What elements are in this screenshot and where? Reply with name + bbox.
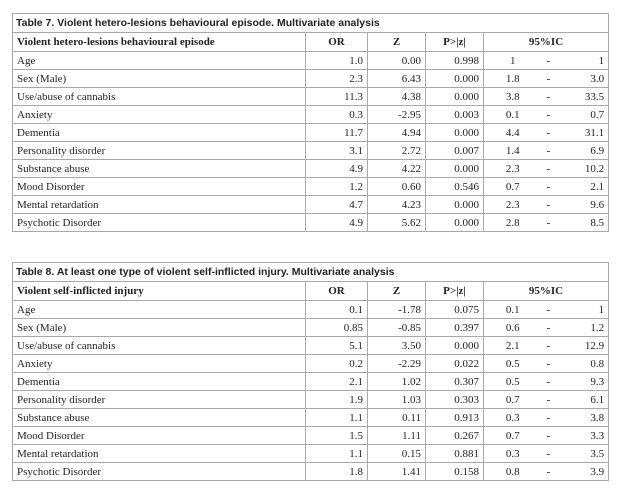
cell-or: 0.2: [306, 355, 368, 373]
cell-z: 0.11: [368, 409, 426, 427]
cell-or: 0.1: [306, 301, 368, 319]
cell-variable: Personality disorder: [13, 391, 306, 409]
cell-p: 0.000: [426, 124, 484, 142]
cell-z: 1.11: [368, 427, 426, 445]
cell-z: -1.78: [368, 301, 426, 319]
cell-ci-separator: -: [542, 355, 556, 373]
cell-ci-low: 1.8: [484, 70, 542, 88]
cell-or: 2.1: [306, 373, 368, 391]
table-7: [12, 13, 609, 232]
cell-or: 0.85: [306, 319, 368, 337]
cell-ci-high: 3.8: [556, 409, 609, 427]
cell-variable: Mental retardation: [13, 445, 306, 463]
cell-ci-high: 0.8: [556, 355, 609, 373]
table-row: [13, 88, 609, 106]
cell-or: 1.1: [306, 445, 368, 463]
cell-ci-low: 0.5: [484, 373, 542, 391]
cell-or: 1.2: [306, 178, 368, 196]
cell-z: 0.00: [368, 52, 426, 70]
cell-ci-low: 0.1: [484, 106, 542, 124]
cell-ci-low: 4.4: [484, 124, 542, 142]
cell-or: 2.3: [306, 70, 368, 88]
cell-ci-separator: -: [542, 70, 556, 88]
cell-variable: Anxiety: [13, 355, 306, 373]
cell-variable: Dementia: [13, 373, 306, 391]
cell-p: 0.000: [426, 196, 484, 214]
table-row: [13, 409, 609, 427]
cell-z: 4.22: [368, 160, 426, 178]
cell-ci-high: 0.7: [556, 106, 609, 124]
cell-ci-high: 6.9: [556, 142, 609, 160]
cell-or: 4.9: [306, 160, 368, 178]
cell-ci-separator: -: [542, 106, 556, 124]
cell-ci-low: 0.6: [484, 319, 542, 337]
cell-variable: Substance abuse: [13, 409, 306, 427]
table-row: [13, 124, 609, 142]
cell-p: 0.913: [426, 409, 484, 427]
cell-ci-separator: -: [542, 427, 556, 445]
cell-ci-separator: -: [542, 196, 556, 214]
cell-p: 0.307: [426, 373, 484, 391]
table-row: [13, 337, 609, 355]
cell-ci-separator: -: [542, 52, 556, 70]
cell-z: 4.38: [368, 88, 426, 106]
cell-variable: Use/abuse of cannabis: [13, 337, 306, 355]
header-p: P>|z|: [426, 282, 484, 301]
header-z: Z: [368, 33, 426, 52]
cell-ci-separator: -: [542, 301, 556, 319]
cell-z: 2.72: [368, 142, 426, 160]
cell-ci-high: 3.3: [556, 427, 609, 445]
cell-ci-low: 0.5: [484, 355, 542, 373]
table-row: [13, 160, 609, 178]
cell-or: 1.9: [306, 391, 368, 409]
cell-p: 0.881: [426, 445, 484, 463]
table-caption: Table 7. Violent hetero-lesions behavioural episode. Multivariate analysis: [13, 14, 609, 33]
cell-ci-low: 1: [484, 52, 542, 70]
table-row: [13, 463, 609, 481]
cell-variable: Mood Disorder: [13, 427, 306, 445]
cell-ci-high: 3.0: [556, 70, 609, 88]
cell-ci-low: 0.1: [484, 301, 542, 319]
cell-or: 3.1: [306, 142, 368, 160]
cell-or: 1.8: [306, 463, 368, 481]
cell-p: 0.000: [426, 70, 484, 88]
header-z: Z: [368, 282, 426, 301]
header-variable: Violent hetero-lesions behavioural episode: [13, 33, 306, 52]
cell-ci-separator: -: [542, 124, 556, 142]
cell-ci-separator: -: [542, 178, 556, 196]
cell-ci-high: 9.6: [556, 196, 609, 214]
cell-variable: Mental retardation: [13, 196, 306, 214]
cell-p: 0.998: [426, 52, 484, 70]
cell-ci-high: 1.2: [556, 319, 609, 337]
cell-ci-high: 1: [556, 301, 609, 319]
cell-ci-high: 31.1: [556, 124, 609, 142]
cell-variable: Psychotic Disorder: [13, 214, 306, 232]
cell-ci-low: 0.3: [484, 445, 542, 463]
cell-p: 0.546: [426, 178, 484, 196]
table-row: [13, 214, 609, 232]
cell-ci-low: 2.3: [484, 160, 542, 178]
header-p: P>|z|: [426, 33, 484, 52]
cell-ci-high: 1: [556, 52, 609, 70]
header-or: OR: [306, 33, 368, 52]
cell-p: 0.000: [426, 160, 484, 178]
table-row: [13, 70, 609, 88]
table-caption: Table 8. At least one type of violent self-inflicted injury. Multivariate analysis: [13, 263, 609, 282]
table-row: [13, 319, 609, 337]
table-row: [13, 355, 609, 373]
cell-or: 11.3: [306, 88, 368, 106]
cell-ci-low: 2.1: [484, 337, 542, 355]
table-body: [13, 52, 609, 232]
cell-z: 4.23: [368, 196, 426, 214]
cell-ci-low: 0.7: [484, 427, 542, 445]
table-row: [13, 301, 609, 319]
cell-ci-low: 0.7: [484, 391, 542, 409]
cell-ci-high: 33.5: [556, 88, 609, 106]
cell-z: 0.15: [368, 445, 426, 463]
cell-or: 4.9: [306, 214, 368, 232]
cell-z: 1.03: [368, 391, 426, 409]
cell-z: 6.43: [368, 70, 426, 88]
cell-p: 0.022: [426, 355, 484, 373]
cell-ci-separator: -: [542, 214, 556, 232]
cell-or: 1.5: [306, 427, 368, 445]
cell-or: 1.1: [306, 409, 368, 427]
cell-ci-high: 8.5: [556, 214, 609, 232]
cell-ci-separator: -: [542, 319, 556, 337]
cell-variable: Substance abuse: [13, 160, 306, 178]
cell-p: 0.158: [426, 463, 484, 481]
cell-ci-separator: -: [542, 160, 556, 178]
cell-ci-high: 6.1: [556, 391, 609, 409]
cell-p: 0.000: [426, 337, 484, 355]
cell-variable: Sex (Male): [13, 70, 306, 88]
cell-ci-high: 2.1: [556, 178, 609, 196]
cell-ci-low: 0.8: [484, 463, 542, 481]
cell-variable: Dementia: [13, 124, 306, 142]
header-or: OR: [306, 282, 368, 301]
table-row: [13, 178, 609, 196]
cell-variable: Use/abuse of cannabis: [13, 88, 306, 106]
cell-z: -2.29: [368, 355, 426, 373]
cell-z: 5.62: [368, 214, 426, 232]
table-row: [13, 106, 609, 124]
table-row: [13, 142, 609, 160]
cell-or: 4.7: [306, 196, 368, 214]
cell-variable: Sex (Male): [13, 319, 306, 337]
cell-ci-high: 3.5: [556, 445, 609, 463]
cell-ci-high: 3.9: [556, 463, 609, 481]
cell-ci-low: 1.4: [484, 142, 542, 160]
cell-or: 0.3: [306, 106, 368, 124]
cell-ci-separator: -: [542, 391, 556, 409]
cell-variable: Mood Disorder: [13, 178, 306, 196]
cell-p: 0.303: [426, 391, 484, 409]
table-row: [13, 52, 609, 70]
cell-ci-high: 12.9: [556, 337, 609, 355]
cell-ci-separator: -: [542, 463, 556, 481]
header-variable: Violent self-inflicted injury: [13, 282, 306, 301]
cell-ci-separator: -: [542, 409, 556, 427]
cell-z: -0.85: [368, 319, 426, 337]
cell-p: 0.003: [426, 106, 484, 124]
cell-ci-high: 10.2: [556, 160, 609, 178]
table-row: [13, 445, 609, 463]
cell-p: 0.000: [426, 214, 484, 232]
header-ci: 95%IC: [484, 33, 609, 52]
cell-ci-separator: -: [542, 88, 556, 106]
cell-ci-low: 0.7: [484, 178, 542, 196]
cell-variable: Personality disorder: [13, 142, 306, 160]
cell-z: 4.94: [368, 124, 426, 142]
cell-z: 0.60: [368, 178, 426, 196]
cell-p: 0.000: [426, 88, 484, 106]
table-row: [13, 427, 609, 445]
cell-or: 5.1: [306, 337, 368, 355]
cell-ci-low: 3.8: [484, 88, 542, 106]
cell-p: 0.267: [426, 427, 484, 445]
cell-ci-separator: -: [542, 337, 556, 355]
cell-p: 0.397: [426, 319, 484, 337]
cell-z: 1.41: [368, 463, 426, 481]
header-ci: 95%IC: [484, 282, 609, 301]
cell-p: 0.007: [426, 142, 484, 160]
cell-ci-high: 9.3: [556, 373, 609, 391]
cell-ci-separator: -: [542, 445, 556, 463]
cell-or: 11.7: [306, 124, 368, 142]
table-row: [13, 391, 609, 409]
cell-variable: Psychotic Disorder: [13, 463, 306, 481]
cell-p: 0.075: [426, 301, 484, 319]
table-body: [13, 301, 609, 481]
cell-variable: Age: [13, 52, 306, 70]
cell-ci-separator: -: [542, 373, 556, 391]
cell-or: 1.0: [306, 52, 368, 70]
cell-ci-separator: -: [542, 142, 556, 160]
table-row: [13, 373, 609, 391]
cell-ci-low: 0.3: [484, 409, 542, 427]
cell-z: 3.50: [368, 337, 426, 355]
table-8: [12, 262, 609, 481]
table-row: [13, 196, 609, 214]
cell-ci-low: 2.3: [484, 196, 542, 214]
cell-z: -2.95: [368, 106, 426, 124]
cell-variable: Anxiety: [13, 106, 306, 124]
cell-z: 1.02: [368, 373, 426, 391]
cell-ci-low: 2.8: [484, 214, 542, 232]
cell-variable: Age: [13, 301, 306, 319]
